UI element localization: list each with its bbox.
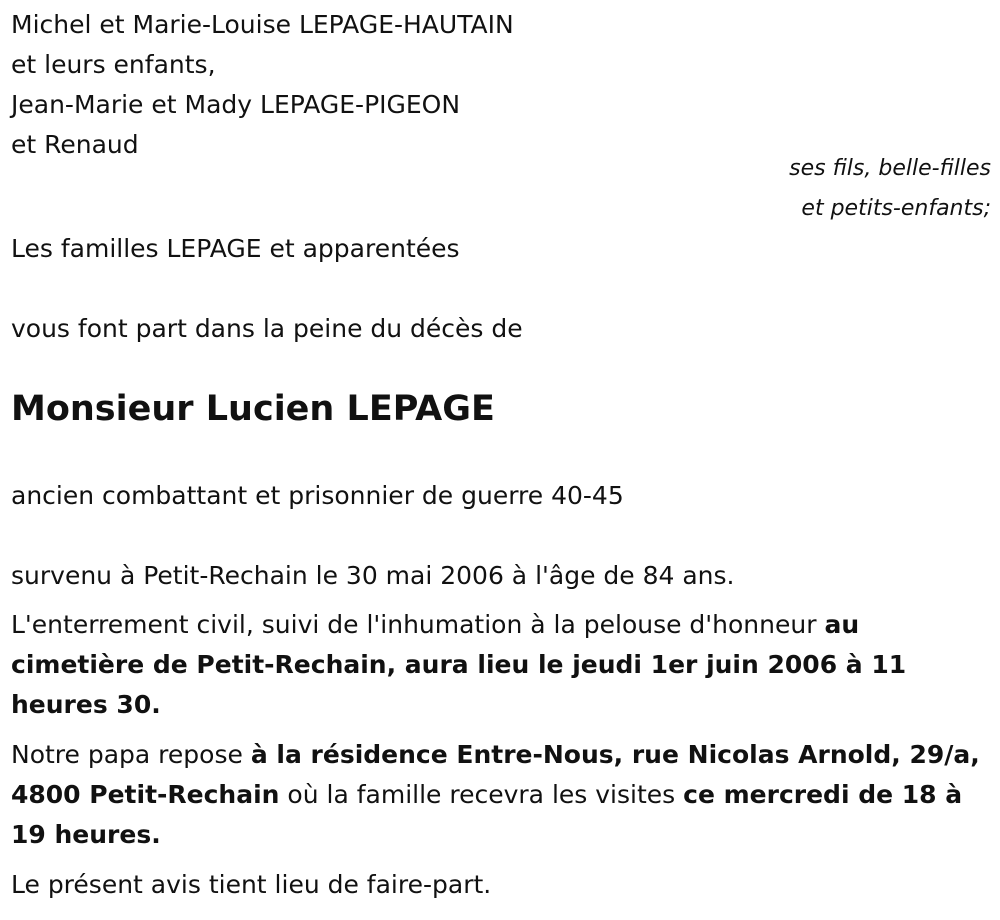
relation-line-1: ses fils, belle-filles <box>789 156 991 181</box>
announcement-line: vous font part dans la peine du décès de <box>11 314 523 343</box>
funeral-paragraph <box>11 605 986 725</box>
families-line: Les familles LEPAGE et apparentées <box>11 234 460 263</box>
repose-middle: où la famille recevra les visites <box>279 780 684 809</box>
repose-intro: Notre papa repose <box>11 740 251 769</box>
death-details: survenu à Petit-Rechain le 30 mai 2006 à l'âge de 84 ans. <box>11 561 735 590</box>
obituary-notice <box>11 0 991 920</box>
relation-line-2: et petits-enfants; <box>801 196 991 221</box>
family-line-2: et leurs enfants, <box>11 50 216 79</box>
funeral-intro: L'enterrement civil, suivi de l'inhumation à la pelouse d'honneur <box>11 610 825 639</box>
closing-line: Le présent avis tient lieu de faire-part. <box>11 870 492 899</box>
family-line-3: Jean-Marie et Mady LEPAGE-PIGEON <box>11 90 461 119</box>
funeral-details: au cimetière de Petit-Rechain, aura lieu le jeudi 1er juin 2006 à 11 heures 30. <box>11 610 907 719</box>
family-line-1: Michel et Marie-Louise LEPAGE-HAUTAIN <box>11 10 514 39</box>
repose-place: à la résidence Entre-Nous, rue Nicolas Arnold, 29/a, 4800 Petit-Rechain <box>11 740 980 809</box>
repose-paragraph <box>11 735 986 855</box>
family-line-4: et Renaud <box>11 130 139 159</box>
repose-time: ce mercredi de 18 à 19 heures. <box>11 780 963 849</box>
deceased-title: ancien combattant et prisonnier de guerre 40-45 <box>11 481 624 510</box>
deceased-name: Monsieur Lucien LEPAGE <box>11 389 495 429</box>
